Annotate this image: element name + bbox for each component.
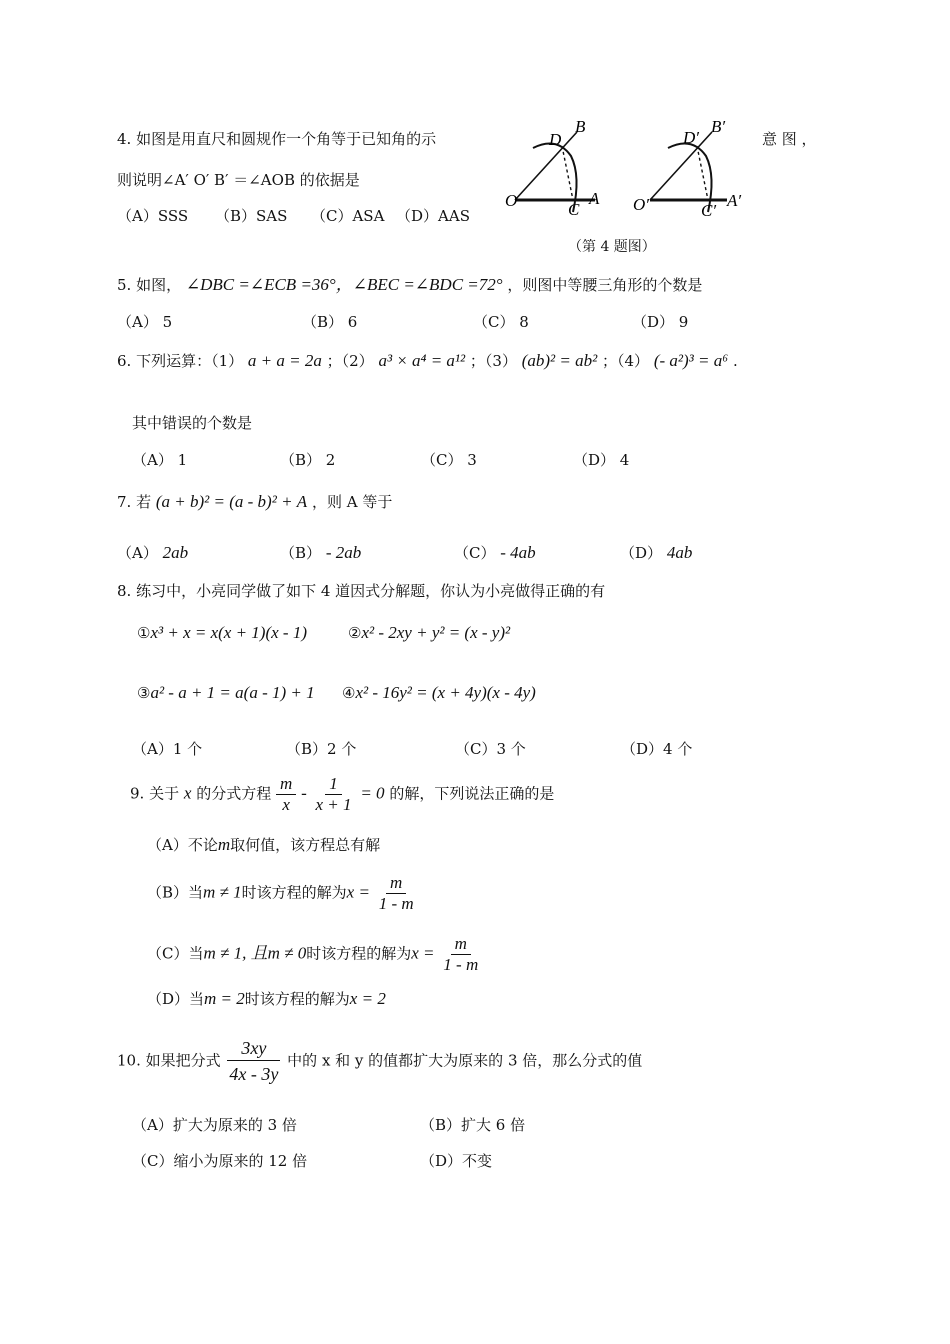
q7-suffix: ，则 A 等于 <box>311 493 393 511</box>
q9-var-x: x <box>183 783 192 803</box>
q8-option-d: （D）4 个 <box>621 740 693 758</box>
q8-item-3: ③a² - a + 1 = a(a - 1) + 1 <box>137 683 315 702</box>
q8-option-b: （B）2 个 <box>286 740 357 758</box>
q8-option-a: （A）1 个 <box>132 740 203 758</box>
q6-option-c: （C） 3 <box>421 451 477 469</box>
q8-item-4: ④x² - 16y² = (x + 4y)(x - 4y) <box>342 683 536 702</box>
q8-option-c: （C）3 个 <box>455 740 526 758</box>
q4-option-b: （B）SAS <box>215 207 288 225</box>
q6-sep-4: ；（4） <box>602 352 650 370</box>
q9-mid: 的分式方程 <box>196 784 272 803</box>
q4-figure <box>495 118 765 223</box>
chord-d-c-prime <box>697 146 708 200</box>
q7-option-a-value: 2ab <box>162 543 189 562</box>
q8-item-3-formula: a² - a + 1 = a(a - 1) + 1 <box>150 683 315 702</box>
q6-sep-2: ；（2） <box>326 352 374 370</box>
q4-stem-line1: 4. 如图是用直尺和圆规作一个角等于已知角的示 <box>117 130 437 148</box>
q10-option-c: （C）缩小为原来的 12 倍 <box>132 1152 308 1170</box>
q9-option-b-fraction: $\frac{m}{1 - m}$ <box>378 873 414 913</box>
q9-option-c-fraction: $\frac{m}{1 - m}$ <box>443 934 479 974</box>
q4-option-d: （D）AAS <box>396 207 470 225</box>
q8-item-2-formula: x² - 2xy + y² = (x - y)² <box>361 623 511 642</box>
q9-fraction-2: $\frac{1}{x + 1}$ <box>315 774 352 814</box>
q6-expr-2: a³ × a⁴ = a¹² <box>378 351 466 370</box>
q9-suffix: 的解，下列说法正确的是 <box>389 784 555 803</box>
label-c-prime: C′ <box>701 201 717 220</box>
q10-option-d: （D）不变 <box>420 1152 493 1170</box>
q5-stem <box>117 270 702 295</box>
q9-option-b: （B）当m ≠ 1时该方程的解为x = $\frac{m}{1 - m}$ <box>147 873 418 914</box>
q9-fraction-1: $\frac{m}{x}$ <box>276 774 296 815</box>
q10-option-a: （A）扩大为原来的 3 倍 <box>132 1116 297 1134</box>
q6-option-b: （B） 2 <box>280 451 336 469</box>
label-a: A <box>589 189 600 208</box>
q6-expr-4: (- a²)³ = a⁶ <box>653 351 729 370</box>
q4-stem-line2: 则说明∠A′ O′ B′ ＝∠AOB 的依据是 <box>117 171 360 189</box>
q9-option-a: （A）不论m取何值，该方程总有解 <box>147 835 381 854</box>
label-d-prime: D′ <box>683 128 699 147</box>
label-o-prime: O′ <box>633 195 649 214</box>
q7-option-c: （C） - 4ab <box>454 543 536 562</box>
q6-expr-1: a + a = 2a <box>247 351 322 370</box>
q9-equals: = 0 <box>360 783 385 803</box>
q4-stem-tail: 意 图 ， <box>762 130 817 148</box>
q7-option-b-value: - 2ab <box>325 543 362 562</box>
q7-option-c-value: - 4ab <box>500 543 536 562</box>
q6-expr-3: (ab)² = ab² <box>521 351 598 370</box>
label-b-prime: B′ <box>711 118 726 136</box>
q4-figure-caption: （第 4 题图） <box>568 239 656 255</box>
q7-option-b: （B） - 2ab <box>280 543 362 562</box>
q5-formula: ∠DBC =∠ECB =36°，∠BEC =∠BDC =72° <box>185 275 503 294</box>
q6-option-a: （A） 1 <box>132 451 188 469</box>
q9-option-c-cond: m ≠ 1, 且m ≠ 0 <box>203 943 307 963</box>
q5-option-c: （C） 8 <box>473 313 529 331</box>
q4-option-c: （C）ASA <box>311 207 385 225</box>
ray-ob <box>515 132 577 200</box>
q6-sep-3: ；（3） <box>469 352 517 370</box>
q6-end: . <box>732 352 738 370</box>
q7-option-d: （D） 4ab <box>620 543 693 562</box>
q5-option-b: （B） 6 <box>302 313 358 331</box>
q9-option-b-cond: m ≠ 1 <box>203 882 242 902</box>
q9-option-a-m: m <box>217 835 231 854</box>
q6-prefix: 6. 下列运算：（1） <box>117 352 244 370</box>
q6-line2: 其中错误的个数是 <box>132 414 253 432</box>
q9-prefix: 9. 关于 <box>130 784 180 803</box>
q7-option-d-value: 4ab <box>666 543 693 562</box>
q9-option-d-cond: m = 2 <box>204 989 245 1008</box>
q5-prefix: 5. 如图， <box>117 276 182 294</box>
q10-prefix: 10. 如果把分式 <box>117 1051 221 1070</box>
q10-stem <box>117 1036 642 1087</box>
label-d: D <box>549 130 562 149</box>
q5-option-a: （A） 5 <box>117 313 173 331</box>
q10-suffix: 中的 x 和 y 的值都扩大为原来的 3 倍，那么分式的值 <box>287 1051 643 1070</box>
q8-item-1-formula: x³ + x = x(x + 1)(x - 1) <box>150 623 307 642</box>
q9-stem <box>130 774 554 815</box>
q8-item-1: ①x³ + x = x(x + 1)(x - 1) <box>137 623 307 642</box>
q9-option-c: （C）当m ≠ 1, 且m ≠ 0时该方程的解为x = $\frac{m}{1 - m}$ <box>147 934 482 975</box>
label-o: O <box>505 191 518 210</box>
q9-minus: - <box>301 783 307 803</box>
q8-item-2: ②x² - 2xy + y² = (x - y)² <box>348 623 511 642</box>
q10-fraction: $\frac{3xy}{4x - 3y}$ <box>229 1038 279 1084</box>
q5-suffix: ，则图中等腰三角形的个数是 <box>507 276 703 294</box>
label-b: B <box>575 118 586 136</box>
q8-item-4-formula: x² - 16y² = (x + 4y)(x - 4y) <box>355 683 536 702</box>
q7-formula: (a + b)² = (a - b)² + A <box>155 492 308 511</box>
q7-prefix: 7. 若 <box>117 493 152 511</box>
q6-option-d: （D） 4 <box>573 451 630 469</box>
q9-option-d: （D）当m = 2时该方程的解为x = 2 <box>147 989 386 1008</box>
q7-stem <box>117 491 392 512</box>
ray-o-b-prime <box>650 132 712 200</box>
q5-option-d: （D） 9 <box>632 313 689 331</box>
q6-stem <box>117 350 738 371</box>
q7-option-a: （A） 2ab <box>117 543 189 562</box>
q8-stem: 8. 练习中，小亮同学做了如下 4 道因式分解题，你认为小亮做得正确的有 <box>117 582 606 600</box>
chord-dc <box>562 146 573 200</box>
q4-option-a: （A）SSS <box>117 207 189 225</box>
q9-option-d-solution: x = 2 <box>349 989 386 1008</box>
q10-option-b: （B）扩大 6 倍 <box>420 1116 526 1134</box>
label-a-prime: A′ <box>727 191 742 210</box>
label-c: C <box>568 200 580 219</box>
